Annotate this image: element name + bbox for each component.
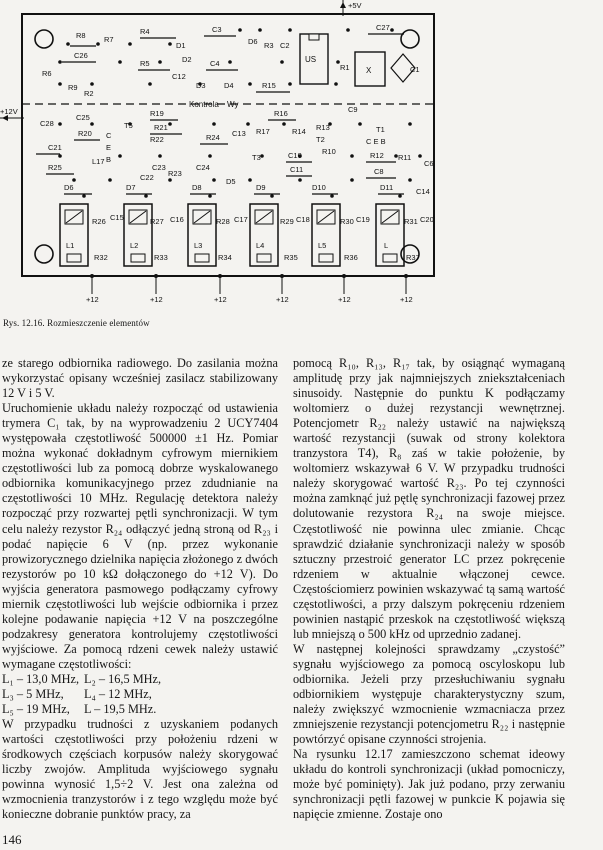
label-kontrola: Kontrola [189,100,219,109]
label-r15: R15 [262,81,276,90]
coil-former [376,204,404,266]
pad [398,194,402,198]
label-plus12-1: +12 [86,295,99,304]
coil-slash [66,211,82,223]
label-plus12-6: +12 [400,295,413,304]
label-t5: T5 [124,121,133,130]
pad [208,154,212,158]
label-d9: D9 [256,183,266,192]
label-e: E [106,143,112,152]
label-r3: R3 [264,41,274,50]
label-r25: R25 [48,163,62,172]
label-c8: C8 [374,167,384,176]
label-d5: D5 [226,177,236,186]
label-plus12v: +12V [0,107,18,116]
freq-cell: L₅ – 19 MHz, [2,702,70,717]
label-c13: C13 [232,129,246,138]
label-c4: C4 [210,59,220,68]
arrow-icon [340,2,346,8]
label-r22: R22 [150,135,164,144]
left-column [2,356,278,822]
freq-cell: L₄ – 12 MHz, [84,687,152,702]
label-d10: D10 [312,183,326,192]
label-ceb: C E B [366,137,386,146]
pad [330,194,334,198]
label-r20: R20 [78,129,92,138]
label-d1: D1 [176,41,186,50]
pad [334,82,338,86]
mounting-hole [35,245,53,263]
pad [298,178,302,182]
label-c6: C6 [424,159,434,168]
paragraph: ze starego odbiornika radiowego. Do zasilania można wykorzystać opisany wcześniej zasilacz stabilizowany 12 V i 5 V. [2,356,278,401]
coil-former [250,204,278,266]
label-r9: R9 [68,83,78,92]
freq-cell: L – 19,5 MHz. [84,702,157,717]
pad [154,274,158,278]
pad [390,28,394,32]
coil-base [319,254,333,262]
label-c27: C27 [376,23,390,32]
pad [218,274,222,278]
label-c1: C1 [410,65,420,74]
label-r28: R28 [216,217,230,226]
label-r29: R29 [280,217,294,226]
label-r31: R31 [404,217,418,226]
pad [168,178,172,182]
pad [144,194,148,198]
label-c19: C19 [356,215,370,224]
label-d11: D11 [380,183,394,192]
label-t2: T2 [316,135,325,144]
label-r8: R8 [76,31,86,40]
pad [58,154,62,158]
mounting-hole [401,30,419,48]
label-r33: R33 [154,253,168,262]
label-r12: R12 [370,151,384,160]
mounting-hole [35,30,53,48]
label-d6v: D6 [248,37,258,46]
pad [408,122,412,126]
pad [246,122,250,126]
pad [148,82,152,86]
pad [358,122,362,126]
label-d4: D4 [224,81,234,90]
pad [118,60,122,64]
label-c17: C17 [234,215,248,224]
label-r34: R34 [218,253,232,262]
pad [280,60,284,64]
freq-cell: L₃ – 5 MHz, [2,687,64,702]
pcb-layout-figure [0,0,603,310]
pad [208,194,212,198]
label-c22: C22 [140,173,154,182]
pad [282,122,286,126]
label-r35: R35 [284,253,298,262]
label-c15: C15 [110,213,124,222]
label-r24: R24 [206,133,220,142]
pad [248,82,252,86]
label-c2: C2 [280,41,290,50]
pad [168,122,172,126]
label-c25: C25 [76,113,90,122]
label-r2: R2 [84,89,94,98]
pad [66,42,70,46]
pad [238,28,242,32]
label-c21: C21 [48,143,62,152]
label-c14: C14 [416,187,430,196]
label-r6: R6 [42,69,52,78]
label-l: L [384,241,389,250]
paragraph: pomocą R₁₀, R₁₃, R₁₇ tak, by osiągnąć wymaganą amplitudę przy jak najmniejszych zniekształceniach sinusoidy. Następnie do punktu K podłączamy woltomierz o dużej rezystancji wewnętrznej. Potencjometr R₂₂ należy ustawić na największą wartość rezystancji (suwak od strony kolektora tranzystora T4), R₈ zaś w takie położenie, by woltomierz wskazywał 6 V. W przypadku trudności należy skorygować wartość R₂₃. Po tej czynności można zamknąć już pętlę synchronizacji fazowej przez dolutowanie rezystora R₂₄ na swoje miejsce. Częstotliwość nie powinna ulec zmianie. Chcąc sprawdzić działanie synchronizacji należy w sposób sztuczny przestroić generator LC przez pokręcenie rdzeniem w aktualnie włączonej cewce. Częstościomierz powinien wskazywać tą samą wartość częstotliwości, a przy dalszym pokręceniu rdzeniem powinien nastąpić przeskok na częstotliwość większą lub mniejszą o 500 kHz od uprzednio zadanej. [293,356,565,641]
label-plus12-3: +12 [214,295,227,304]
label-plus12-5: +12 [338,295,351,304]
pad [228,60,232,64]
label-c3: C3 [212,25,222,34]
label-c20: C20 [420,215,434,224]
pad [96,42,100,46]
label-l4: L4 [256,241,265,250]
pad [58,60,62,64]
paragraph: Uruchomienie układu należy rozpocząć od ustawienia trymera C₁ tak, by na wyprowadzeniu 2 UCY7404 występowała częstotliwość 500000 ±1 Hz. Pomiar można wykonać dokładnym cyfrowym miernikiem częstotliwości lub za pomocą dobrze wyskalowanego odbiornika komunikacyjnego przez zdudnianie na częstotliwości 10 MHz. Regulację detektora należy rozpocząć przy rozwartej pętli synchronizacji. W tym celu należy rezystor R₂₄ odłączyć jedną stroną od R₂₃ i podać napięcie 6 V (np. przez wykonanie prowizorycznego dzielnika napięcia złożonego z dwóch rezystorów po 10 kΩ dołączonego do +12 V). Do wyjścia generatora pasmowego podłączamy cyfrowy miernik częstotliwości lub wejście odbiornika i przez kolejne podawanie napięcia +12 V na poszczególne podzakresy generatora kontrolujemy częstotliwości wyjściowe. Za pomocą rdzeni cewek należy ustawić wymagane częstotliwości: [2,401,278,671]
pad [346,28,350,32]
label-c16: C16 [170,215,184,224]
pad [408,178,412,182]
pad [90,274,94,278]
label-d6: D6 [64,183,74,192]
label-l5: L5 [318,241,327,250]
coil-slash [130,211,146,223]
label-l3: L3 [194,241,203,250]
frequency-table [2,672,278,717]
pad [404,274,408,278]
label-c: C [106,131,112,140]
label-c10: C10 [288,151,302,160]
label-r4: R4 [140,27,150,36]
label-r13: R13 [316,123,330,132]
pad [168,42,172,46]
label-r27: R27 [150,217,164,226]
coil-slash [256,211,272,223]
paragraph: Na rysunku 12.17 zamieszczono schemat ideowy układu do kontroli synchronizacji (układ pomocniczy, może być pominięty). Jak już podano, przy zerwaniu synchronizacji pętli fazowej w punkcie K pojawia się napięcie zmienne. Zostaje ono [293,747,565,822]
pad [158,154,162,158]
pad [212,178,216,182]
label-r21: R21 [154,123,168,132]
coil-base [67,254,81,262]
pad [212,122,216,126]
coil-base [383,254,397,262]
pad [258,28,262,32]
label-r11: R11 [398,153,412,162]
pad [82,194,86,198]
label-r1: R1 [340,63,350,72]
pad [118,154,122,158]
label-c26: C26 [74,51,88,60]
freq-cell: L₁ – 13,0 MHz, [2,671,80,686]
pad [58,82,62,86]
label-d2: D2 [182,55,192,64]
label-plus5v: +5V [348,1,362,10]
label-d8: D8 [192,183,202,192]
label-r14: R14 [292,127,306,136]
label-d3: D3 [196,81,206,90]
coil-former [60,204,88,266]
label-us: US [305,55,317,64]
coil-base [131,254,145,262]
coil-former [124,204,152,266]
pad [90,122,94,126]
label-plus12-2: +12 [150,295,163,304]
pad [288,28,292,32]
label-l17: L17 [92,157,105,166]
label-plus12-4: +12 [276,295,289,304]
label-b: B [106,155,112,164]
right-column [293,356,565,822]
label-r36: R36 [344,253,358,262]
pad [158,60,162,64]
pad [288,82,292,86]
coil-base [257,254,271,262]
pad [58,122,62,126]
label-l2: L2 [130,241,139,250]
chip-notch [309,34,319,40]
label-t3: T3 [252,153,261,162]
coil-slash [382,211,398,223]
label-c23: C23 [152,163,166,172]
label-r5: R5 [140,59,150,68]
component-marks [36,28,422,198]
pad [248,178,252,182]
pad [128,42,132,46]
coil-base [195,254,209,262]
pad [350,178,354,182]
label-r7: R7 [104,35,114,44]
label-r32: R32 [94,253,108,262]
coil-slash [194,211,210,223]
label-r19: R19 [150,109,164,118]
label-c12: C12 [172,72,186,81]
pad [280,274,284,278]
label-c24: C24 [196,163,210,172]
label-r16: R16 [274,109,288,118]
label-r26: R26 [92,217,106,226]
label-r10: R10 [322,147,336,156]
coil-slash [318,211,334,223]
label-wy: Wy [227,100,239,109]
pad [342,274,346,278]
label-t1: T1 [376,125,385,134]
label-r23: R23 [168,169,182,178]
label-r17: R17 [256,127,270,136]
paragraph: W przypadku trudności z uzyskaniem podanych wartości częstotliwości przy położeniu rdzeni w środkowych częściach korpusów należy skorygować liczby zwojów. Amplituda wyjściowego sygnału powinna wynosić 1,5÷2 V. Jest ona zależna od wzmocnienia tranzystorów i z tego względu może być konieczne dobranie punktów pracy, za [2,717,278,822]
pad [270,194,274,198]
coil-former [312,204,340,266]
paragraph: W następnej kolejności sprawdzamy „czystość” sygnału wyjściowego za pomocą oscyloskopu lub odbiornika. Jeżeli przy przesłuchiwaniu sygnału odbiornikiem występuje charakterystyczny szum, należy zwiększyć wzmocnienie wzmacniacza przez zmniejszenie rezystancji potencjometru R₂₂ i następnie powtórzyć opisane czynności strojenia. [293,641,565,747]
figure-caption: Rys. 12.16. Rozmieszczenie elementów [3,318,150,328]
pad [418,154,422,158]
label-c18: C18 [296,215,310,224]
pad [350,154,354,158]
freq-cell: L₂ – 16,5 MHz, [84,671,162,686]
label-c28: C28 [40,119,54,128]
label-c9: C9 [348,105,358,114]
page-number: 146 [2,832,22,847]
label-x: X [366,66,372,75]
label-c11: C11 [290,165,304,174]
label-r30: R30 [340,217,354,226]
pcb-drawing [0,0,603,310]
label-l1: L1 [66,241,75,250]
pad [72,178,76,182]
pad [90,82,94,86]
label-d7: D7 [126,183,136,192]
pad [108,178,112,182]
label-r37: R37 [406,253,420,262]
coil-former [188,204,216,266]
